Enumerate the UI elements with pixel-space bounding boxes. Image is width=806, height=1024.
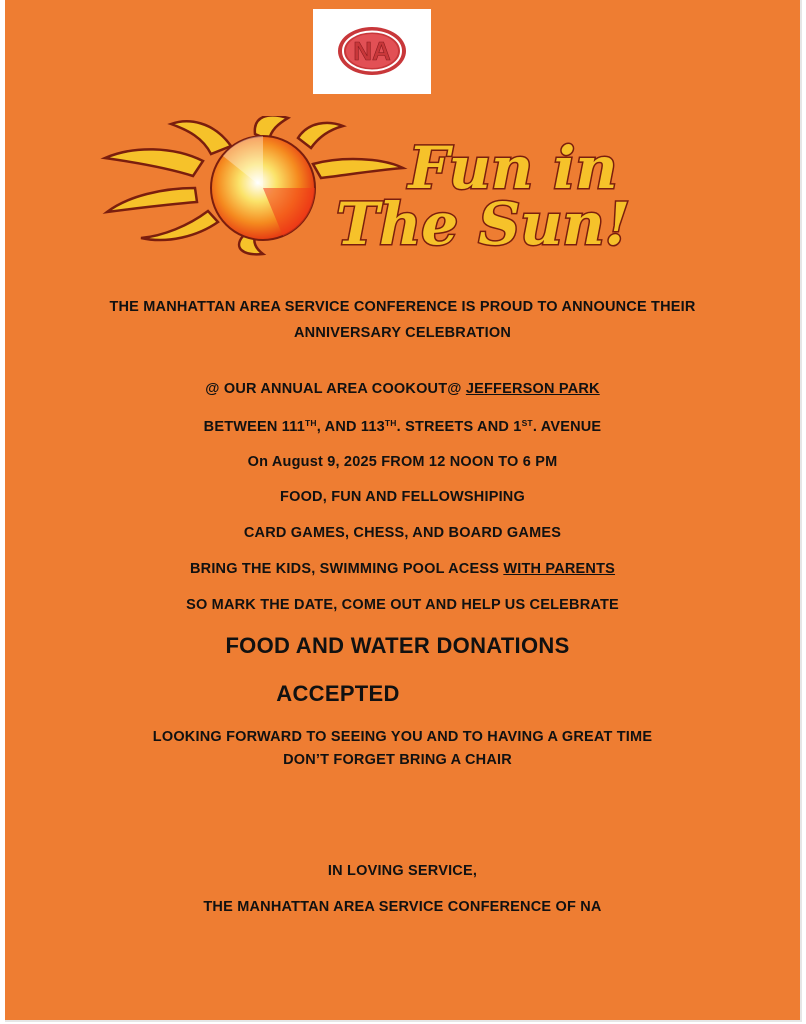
streets-sup-1: TH [305, 418, 317, 428]
streets-sup-2: TH [384, 418, 397, 428]
park-name: JEFFERSON PARK [465, 381, 600, 397]
with-parents: WITH PARENTS [503, 561, 616, 577]
na-logo [313, 9, 431, 94]
streets-part-4: . AVENUE [532, 419, 602, 435]
streets-part-2: , AND 113 [316, 419, 385, 435]
streets-line [5, 418, 800, 435]
fun-in-the-sun-banner [93, 116, 733, 258]
kids-line [5, 561, 800, 577]
mark-line: SO MARK THE DATE, COME OUT AND HELP US CELEBRATE [186, 597, 619, 613]
streets-part-1: BETWEEN 111 [203, 419, 305, 435]
signoff-line-1: IN LOVING SERVICE, [327, 863, 478, 879]
location-prefix: @ OUR ANNUAL AREA COOKOUT@ [205, 381, 466, 397]
signoff-line-2: THE MANHATTAN AREA SERVICE CONFERENCE OF NA [203, 899, 602, 915]
streets-part-3: . STREETS AND 1 [396, 419, 522, 435]
banner-line-1: Fun in [408, 134, 618, 202]
announcement-line-2: ANNIVERSARY CELEBRATION [293, 325, 512, 341]
closing-line-2: DON’T FORGET BRING A CHAIR [283, 752, 512, 768]
na-logo-text: NA [353, 36, 391, 66]
kids-prefix: BRING THE KIDS, SWIMMING POOL ACESS [189, 561, 504, 577]
date-line: On August 9, 2025 FROM 12 NOON TO 6 PM [247, 454, 558, 470]
games-line: CARD GAMES, CHESS, AND BOARD GAMES [243, 525, 562, 541]
flyer-page [5, 0, 802, 1022]
na-logo-icon [336, 25, 408, 77]
location-line [5, 381, 800, 397]
closing-line-1: LOOKING FORWARD TO SEEING YOU AND TO HAVING A GREAT TIME [152, 729, 653, 745]
donations-line-2: ACCEPTED [276, 681, 400, 706]
donations-line-1: FOOD AND WATER DONATIONS [225, 633, 570, 658]
announcement-line-1: THE MANHATTAN AREA SERVICE CONFERENCE IS PROUD TO ANNOUNCE THEIR [109, 299, 696, 315]
banner-line-2: The Sun! [335, 190, 631, 258]
food-line: FOOD, FUN AND FELLOWSHIPING [280, 489, 525, 505]
streets-sup-3: ST [521, 418, 533, 428]
